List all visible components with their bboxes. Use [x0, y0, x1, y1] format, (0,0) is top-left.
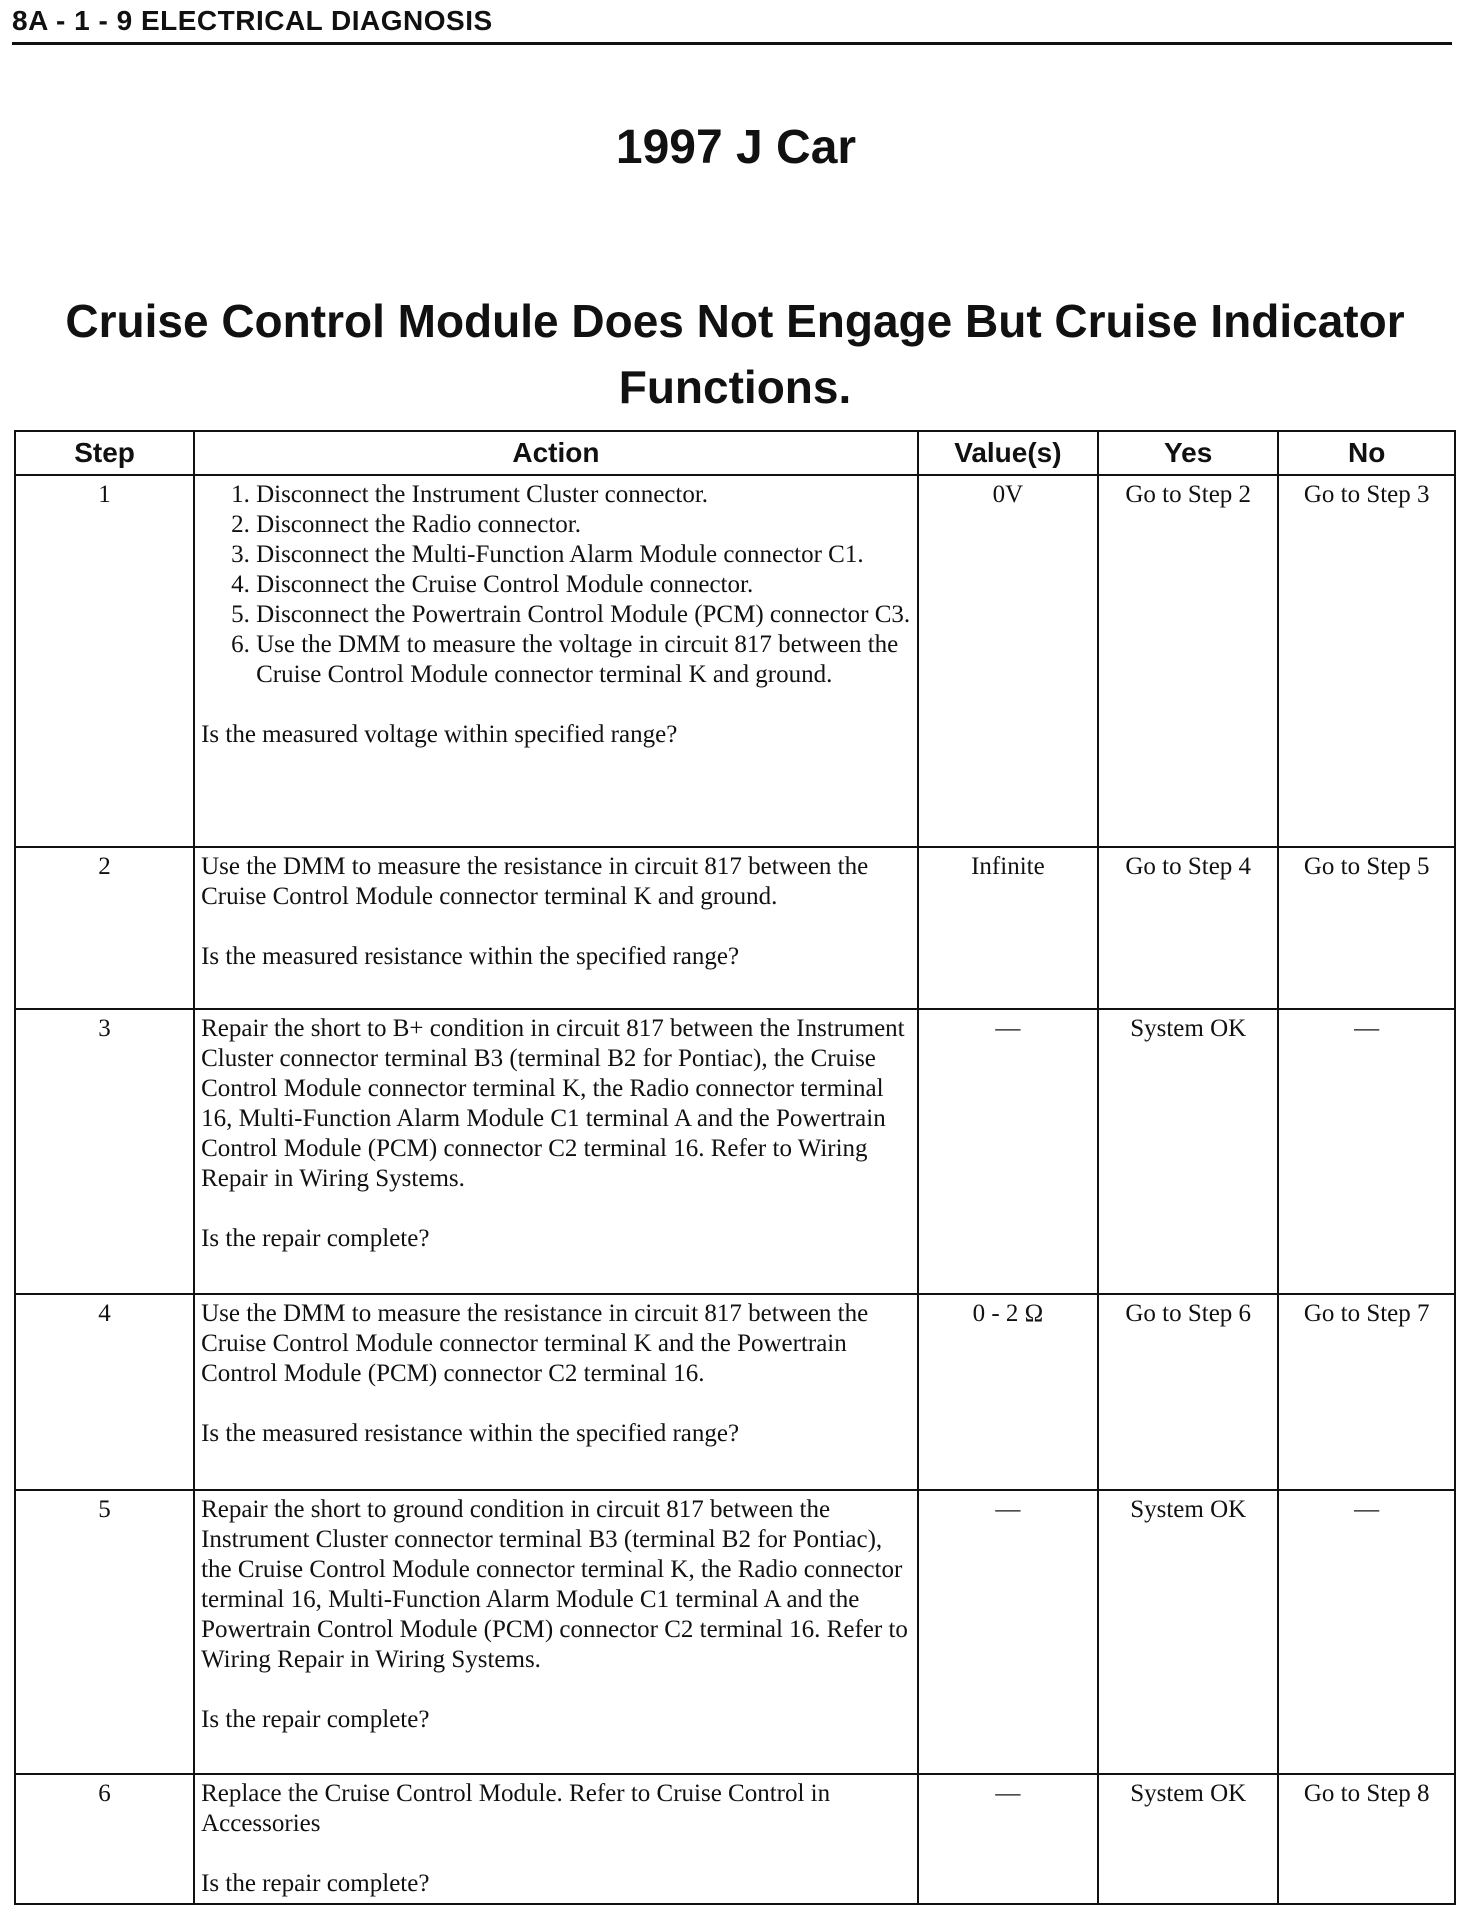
table-row [15, 475, 1455, 847]
value-cell: 0V [918, 475, 1098, 847]
action-cell [194, 1774, 918, 1904]
table-row [15, 1490, 1455, 1774]
action-text: Repair the short to B+ condition in circuit 817 between the Instrument Cluster connector terminal B3 (terminal B2 for Pontiac), the Cruise Control Module connector terminal K, the Radio connector terminal 16, Multi-Function Alarm Module C1 terminal A and the Powertrain Control Module (PCM) connector C2 terminal 16. Refer to Wiring Repair in Wiring Systems. [201, 1015, 905, 1192]
action-cell [194, 1490, 918, 1774]
list-item: 4. Disconnect the Cruise Control Module connector. [256, 570, 911, 600]
diagnostic-table [14, 430, 1456, 1905]
yes-cell: Go to Step 6 [1098, 1294, 1278, 1490]
action-question: Is the repair complete? [201, 1870, 430, 1897]
action-question: Is the repair complete? [201, 1225, 430, 1252]
yes-cell: Go to Step 2 [1098, 475, 1278, 847]
action-text: Repair the short to ground condition in circuit 817 between the Instrument Cluster connector terminal B3 (terminal B2 for Pontiac), the Cruise Control Module connector terminal K, the Radio connector terminal 16, Multi-Function Alarm Module C1 terminal A and the Powertrain Control Module (PCM) connector C2 terminal 16. Refer to Wiring Repair in Wiring Systems. [201, 1496, 908, 1673]
column-header-action: Action [194, 431, 918, 475]
value-cell: 0 - 2 Ω [918, 1294, 1098, 1490]
action-question: Is the repair complete? [201, 1706, 430, 1733]
no-cell: Go to Step 3 [1278, 475, 1455, 847]
step-number: 3 [15, 1009, 194, 1294]
no-cell: Go to Step 7 [1278, 1294, 1455, 1490]
action-cell [194, 1294, 918, 1490]
yes-cell: System OK [1098, 1774, 1278, 1904]
no-cell: — [1278, 1490, 1455, 1774]
action-question: Is the measured voltage within specified range? [201, 721, 678, 748]
column-header-step: Step [15, 431, 194, 475]
action-cell [194, 475, 918, 847]
section-title: Cruise Control Module Does Not Engage But Cruise Indicator Functions. [65, 295, 1405, 413]
list-item: 1. Disconnect the Instrument Cluster connector. [256, 480, 911, 510]
step-number: 6 [15, 1774, 194, 1904]
list-item: 2. Disconnect the Radio connector. [256, 510, 911, 540]
column-header-values: Value(s) [918, 431, 1098, 475]
step-number: 4 [15, 1294, 194, 1490]
no-cell: — [1278, 1009, 1455, 1294]
list-item: 6. Use the DMM to measure the voltage in circuit 817 between the Cruise Control Module connector terminal K and ground. [256, 630, 911, 690]
value-cell: — [918, 1009, 1098, 1294]
step-number: 5 [15, 1490, 194, 1774]
no-cell: Go to Step 8 [1278, 1774, 1455, 1904]
table-header-row [15, 431, 1455, 475]
action-text: Use the DMM to measure the resistance in circuit 817 between the Cruise Control Module connector terminal K and ground. [201, 853, 869, 910]
value-cell: — [918, 1490, 1098, 1774]
column-header-no: No [1278, 431, 1455, 475]
column-header-yes: Yes [1098, 431, 1278, 475]
action-question: Is the measured resistance within the specified range? [201, 943, 740, 970]
page-header: 8A - 1 - 9 ELECTRICAL DIAGNOSIS [12, 0, 1452, 45]
table-row [15, 1009, 1455, 1294]
list-item: 5. Disconnect the Powertrain Control Module (PCM) connector C3. [256, 600, 911, 630]
yes-cell: System OK [1098, 1490, 1278, 1774]
value-cell: — [918, 1774, 1098, 1904]
action-cell [194, 1009, 918, 1294]
document-title: 1997 J Car [615, 121, 857, 174]
table-row [15, 1774, 1455, 1904]
action-question: Is the measured resistance within the specified range? [201, 1420, 740, 1447]
action-list [201, 480, 911, 690]
value-cell: Infinite [918, 847, 1098, 1009]
action-text: Use the DMM to measure the resistance in circuit 817 between the Cruise Control Module connector terminal K and the Powertrain Control Module (PCM) connector C2 terminal 16. [201, 1300, 869, 1387]
action-text: Replace the Cruise Control Module. Refer to Cruise Control in Accessories [201, 1780, 831, 1837]
step-number: 2 [15, 847, 194, 1009]
table-row [15, 1294, 1455, 1490]
step-number: 1 [15, 475, 194, 847]
yes-cell: System OK [1098, 1009, 1278, 1294]
table-row [15, 847, 1455, 1009]
yes-cell: Go to Step 4 [1098, 847, 1278, 1009]
list-item: 3. Disconnect the Multi-Function Alarm Module connector C1. [256, 540, 911, 570]
no-cell: Go to Step 5 [1278, 847, 1455, 1009]
action-cell [194, 847, 918, 1009]
